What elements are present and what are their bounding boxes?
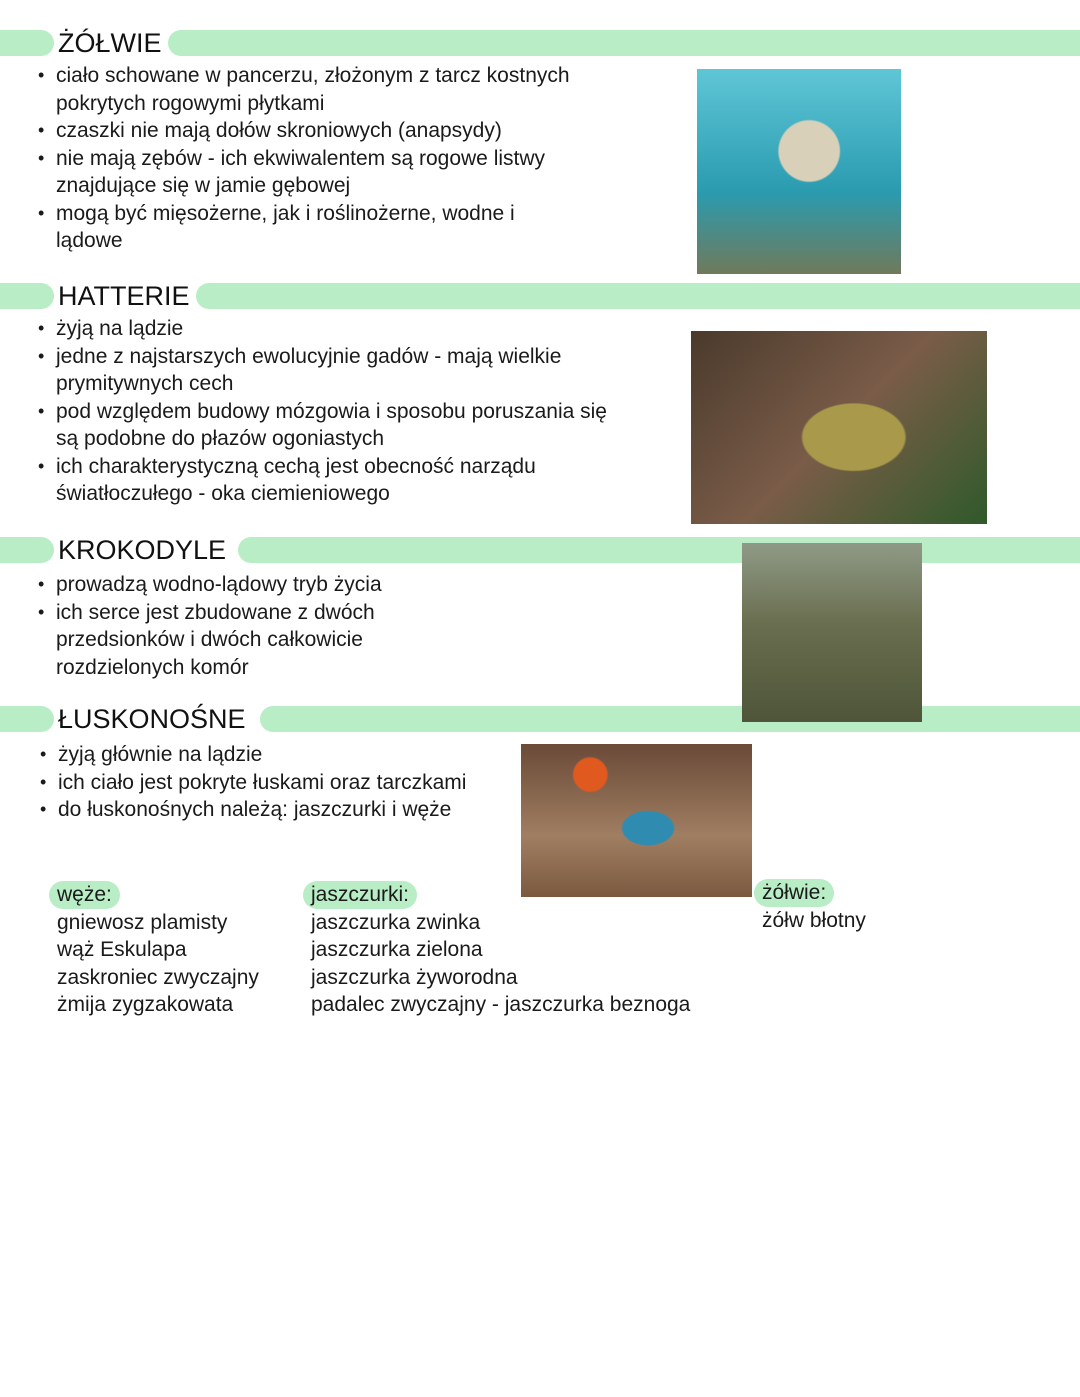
list-item: jaszczurka zielona bbox=[311, 938, 483, 961]
bullet: • czaszki nie mają dołów skroniowych (anapsydy) bbox=[38, 117, 638, 145]
bullet: • żyją na lądzie bbox=[38, 315, 638, 343]
lizards-list bbox=[311, 881, 690, 1019]
crocodile-photo bbox=[742, 543, 922, 722]
bullet: • ich charakterystyczną cechą jest obecność narządu światłoczułego - oka ciemieniowego bbox=[38, 453, 626, 508]
bullet: • ich serce jest zbudowane z dwóch przedsionków i dwóch całkowicie rozdzielonych komór bbox=[38, 599, 428, 682]
bullet-list-krokodyle bbox=[38, 571, 428, 681]
snakes-list bbox=[57, 881, 259, 1019]
header-bar bbox=[196, 283, 1080, 309]
turtles-list bbox=[762, 879, 866, 934]
header-pill bbox=[0, 706, 54, 732]
header-bar bbox=[168, 30, 1080, 56]
header-bar bbox=[260, 706, 1080, 732]
list-item: zaskroniec zwyczajny bbox=[57, 965, 259, 989]
list-heading: węże: bbox=[49, 881, 120, 909]
list-item: żmija zygzakowata bbox=[57, 993, 234, 1016]
bullet: • żyją głównie na lądzie bbox=[40, 741, 530, 769]
header-pill bbox=[0, 537, 54, 563]
list-item: padalec zwyczajny - jaszczurka beznoga bbox=[311, 993, 691, 1016]
bullet-list-zolwie bbox=[38, 62, 638, 255]
section-title-hatterie: HATTERIE bbox=[58, 281, 190, 311]
list-item: jaszczurka żyworodna bbox=[311, 965, 518, 989]
list-heading: żółwie: bbox=[754, 879, 834, 907]
list-item: gniewosz plamisty bbox=[57, 910, 228, 934]
bullet: • do łuskonośnych należą: jaszczurki i węże bbox=[40, 796, 530, 824]
section-title-krokodyle: KROKODYLE bbox=[58, 535, 227, 565]
section-title-luskonosne: ŁUSKONOŚNE bbox=[58, 704, 246, 734]
list-item: żółw błotny bbox=[762, 908, 866, 932]
bullet: • pod względem budowy mózgowia i sposobu poruszania się są podobne do płazów ogoniastych bbox=[38, 398, 616, 453]
turtle-photo bbox=[697, 69, 901, 274]
list-item: jaszczurka zwinka bbox=[311, 910, 481, 934]
bullet: • jedne z najstarszych ewolucyjnie gadów - mają wielkie prymitywnych cech bbox=[38, 343, 638, 398]
header-pill bbox=[0, 30, 54, 56]
list-heading: jaszczurki: bbox=[303, 881, 417, 909]
bullet: • prowadzą wodno-lądowy tryb życia bbox=[38, 571, 428, 599]
section-title-zolwie: ŻÓŁWIE bbox=[58, 28, 162, 58]
header-pill bbox=[0, 283, 54, 309]
bullet-list-hatterie bbox=[38, 315, 638, 508]
bullet: • mogą być mięsożerne, jak i roślinożerne, wodne i lądowe bbox=[38, 200, 576, 255]
header-bar bbox=[238, 537, 1080, 563]
lizard-photo bbox=[521, 744, 752, 897]
bullet: • nie mają zębów - ich ekwiwalentem są rogowe listwy znajdujące się w jamie gębowej bbox=[38, 145, 616, 200]
list-item: wąż Eskulapa bbox=[57, 938, 187, 961]
bullet: • ciało schowane w pancerzu, złożonym z tarcz kostnych pokrytych rogowymi płytkami bbox=[38, 62, 638, 117]
bullet: • ich ciało jest pokryte łuskami oraz tarczkami bbox=[40, 769, 530, 797]
tuatara-photo bbox=[691, 331, 987, 524]
bullet-list-luskonosne bbox=[40, 741, 530, 824]
